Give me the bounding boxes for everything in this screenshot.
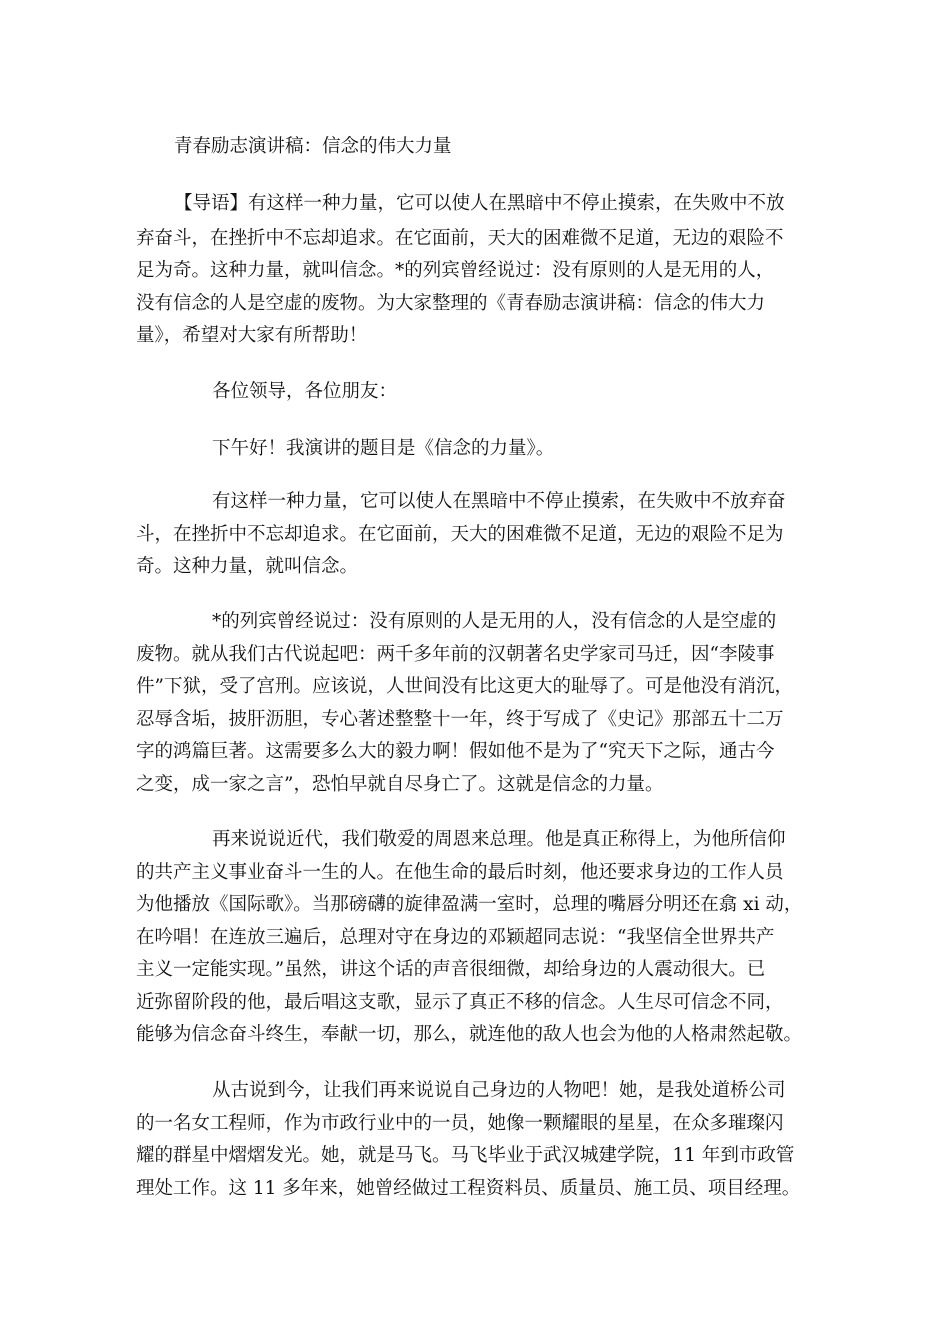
- para2-line-1: *的列宾曾经说过：没有原则的人是无用的人，没有信念的人是空虚的: [212, 611, 777, 632]
- para3-line-7: 能够为信念奋斗终生，奉献一切，那么，就连他的敌人也会为他的人格肃然起敬。: [136, 1024, 803, 1045]
- para2-line-6: 之变，成一家之言”，恐怕早就自尽身亡了。这就是信念的力量。: [136, 774, 664, 795]
- para1-line-3: 奇。这种力量，就叫信念。: [136, 556, 359, 577]
- para2-line-4: 忍辱含垢，披肝沥胆，专心著述整整十一年，终于写成了《史记》那部五十二万: [136, 709, 784, 730]
- para4-line-2: 的一名女工程师，作为市政行业中的一员，她像一颗耀眼的星星，在众多璀璨闪: [136, 1113, 784, 1134]
- para3-line-4: 在吟唱！在连放三遍后，总理对守在身边的邓颖超同志说：“我坚信全世界共产: [136, 927, 775, 948]
- para3-line-6: 近弥留阶段的他，最后唱这支歌，显示了真正不移的信念。人生尽可信念不同，: [136, 992, 784, 1013]
- intro-line-1: 【导语】有这样一种力量，它可以使人在黑暗中不停止摸索，在失败中不放: [174, 193, 785, 214]
- intro-line-4: 没有信念的人是空虚的废物。为大家整理的《青春励志演讲稿：信念的伟大力: [136, 293, 766, 314]
- para1-line-2: 斗，在挫折中不忘却追求。在它面前，天大的困难微不足道，无边的艰险不足为: [136, 524, 784, 545]
- para3-line-3: 为他播放《国际歌》。当那磅礴的旋律盈满一室时，总理的嘴唇分明还在翕 xi 动，: [136, 894, 803, 915]
- document-title: 青春励志演讲稿：信念的伟大力量: [174, 136, 452, 157]
- para2-line-2: 废物。就从我们古代说起吧：两千多年前的汉朝著名史学家司马迁，因“李陵事: [136, 644, 775, 665]
- para4-line-1: 从古说到今，让我们再来说说自己身边的人物吧！她，是我处道桥公司: [212, 1080, 786, 1101]
- para2-line-5: 字的鸿篇巨著。这需要多么大的毅力啊！假如他不是为了“究天下之际，通古今: [136, 741, 775, 762]
- intro-line-3: 足为奇。这种力量，就叫信念。*的列宾曾经说过：没有原则的人是无用的人，: [136, 260, 775, 281]
- para4-line-4: 理处工作。这 11 多年来，她曾经做过工程资料员、质量员、施工员、项目经理。: [136, 1178, 801, 1199]
- para1-line-1: 有这样一种力量，它可以使人在黑暗中不停止摸索，在失败中不放弃奋: [212, 491, 786, 512]
- para2-line-3: 件”下狱，受了宫刑。应该说，人世间没有比这更大的耻辱了。可是他没有消沉，: [136, 676, 793, 697]
- intro-line-5: 量》，希望对大家有所帮助！: [136, 325, 368, 346]
- para3-line-1: 再来说说近代，我们敬爱的周恩来总理。他是真正称得上，为他所信仰: [212, 829, 786, 850]
- opening-line: 下午好！我演讲的题目是《信念的力量》。: [212, 438, 555, 459]
- para4-line-3: 耀的群星中熠熠发光。她，就是马飞。马飞毕业于武汉城建学院，11 年到市政管: [136, 1145, 795, 1166]
- para3-line-2: 的共产主义事业奋斗一生的人。在他生命的最后时刻，他还要求身边的工作人员: [136, 862, 784, 883]
- para3-line-5: 主义一定能实现。”虽然，讲这个话的声音很细微，却给身边的人震动很大。已: [136, 959, 766, 980]
- intro-line-2: 弃奋斗，在挫折中不忘却追求。在它面前，天大的困难微不足道，无边的艰险不: [136, 228, 784, 249]
- greeting: 各位领导，各位朋友：: [212, 381, 398, 402]
